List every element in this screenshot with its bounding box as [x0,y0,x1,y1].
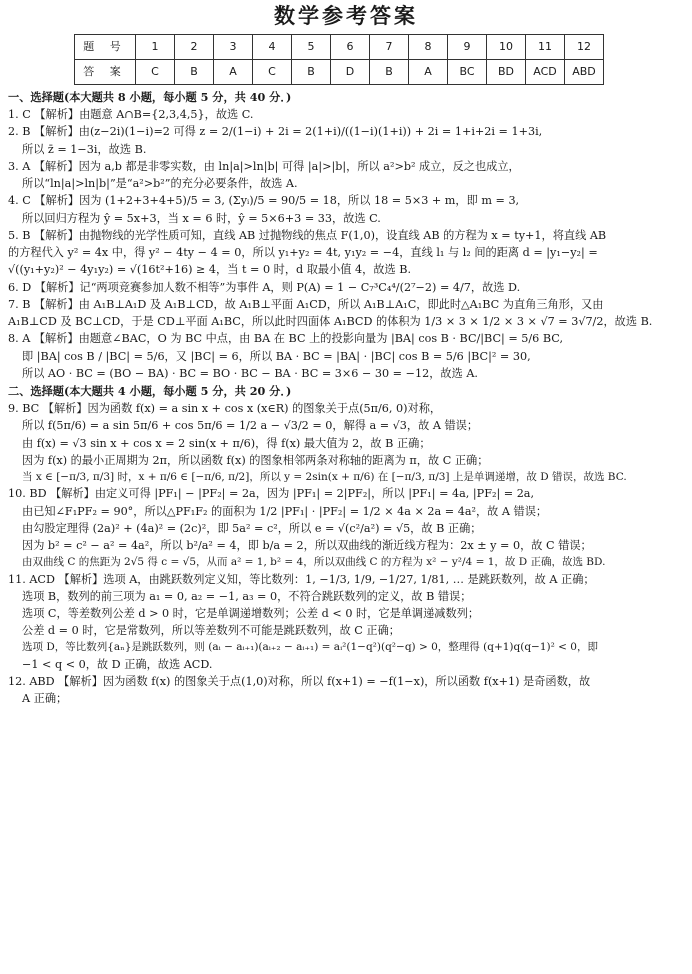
table-cell: B [175,60,214,85]
table-cell: BD [487,60,526,85]
table-cell: 9 [448,35,487,60]
answer-table [74,34,604,85]
table-cell: C [136,60,175,85]
solution-10: 10. BD 【解析】由定义可得 |PF₁| − |PF₂| = 2a，因为 |PF₁| = 2|PF₂|，所以 |PF₁| = 4a, |PF₂| = 2a, [8,487,535,501]
table-cell: 6 [331,35,370,60]
table-row-answers [75,60,604,85]
table-cell: BC [448,60,487,85]
solution-2: 2. B 【解析】由(z−2i)(1−i)=2 可得 z = 2/(1−i) + 2i = 2(1+i)/((1−i)(1+i)) + 2i = 1+i+2i = 1+3i, [8,125,543,139]
solution-12: 12. ABD 【解析】因为函数 f(x) 的图象关于点(1,0)对称，所以 f(x+1) = −f(1−x)，所以函数 f(x+1) 是奇函数，故 [8,674,591,688]
table-cell: 5 [292,35,331,60]
table-cell: 11 [526,35,565,60]
solution-10-cont2: 由勾股定理得 (2a)² + (4a)² = (2c)²，即 5a² = c²，所以 e = √(c²/a²) = √5，故 B 正确； [22,521,482,535]
row-label: 题 号 [75,35,136,60]
solution-10-cont3: 因为 b² = c² − a² = 4a²，所以 b²/a² = 4，即 b/a = 2，所以双曲线的渐近线方程为：2x ± y = 0，故 C 错误； [22,539,592,553]
solution-2-cont: 所以 z̄ = 1−3i，故选 B. [22,142,147,156]
page-title: 数学参考答案 [274,4,418,28]
solution-9-cont4: 当 x ∈ [−π/3, π/3] 时，x + π/6 ∈ [−π/6, π/2]，所以 y = 2sin(x + π/6) 在 [−π/3, π/3] 上是单调递增，故 D 错误，故选 BC. [22,471,627,484]
solution-5-cont2: √((y₁+y₂)² − 4y₁y₂) = √(16t²+16) ≥ 4，当 t = 0 时，d 取最小值 4，故选 B. [8,263,412,277]
table-cell: B [370,60,409,85]
solution-8: 8. A 【解析】由题意∠BAC，O 为 BC 中点，由 BA 在 BC 上的投影向量为 |BA| cos B · BC/|BC| = 5/6 BC, [8,332,564,346]
solution-3-cont: 所以“ln|a|>ln|b|”是“a²>b²”的充分必要条件，故选 A. [22,177,298,191]
solution-11-cont2: 选项 C，等差数列公差 d > 0 时，它是单调递增数列；公差 d < 0 时，它是单调递减数列； [22,607,480,620]
solution-11-cont: 选项 B，数列的前三项为 a₁ = 0, a₂ = −1, a₃ = 0，不符合跳跃数列的定义，故 B 错误； [22,589,472,603]
table-cell: ACD [526,60,565,85]
solution-11-cont3: 公差 d = 0 时，它是常数列，所以等差数列不可能是跳跃数列，故 C 正确； [22,624,400,638]
table-cell: D [331,60,370,85]
table-cell: 8 [409,35,448,60]
solution-11: 11. ACD 【解析】选项 A，由跳跃数列定义知，等比数列：1, −1/3, 1/9, −1/27, 1/81, … 是跳跃数列，故 A 正确； [8,572,595,586]
solution-8-cont: 即 |BA| cos B / |BC| = 5/6，又 |BC| = 6，所以 BA · BC = |BA| · |BC| cos B = 5/6 |BC|² = 30, [22,349,531,363]
solution-9-cont2: 由 f(x) = √3 sin x + cos x = 2 sin(x + π/6)，得 f(x) 最大值为 2，故 B 正确； [22,436,431,450]
table-row-numbers [75,35,604,60]
solution-4-cont: 所以回归方程为 ŷ = 5x+3，当 x = 6 时，ŷ = 5×6+3 = 33，故选 C. [22,211,381,225]
solution-6: 6. D 【解析】记“两项竞赛参加人数不相等”为事件 A，则 P(A) = 1 − C₇³C₄⁴/(2⁷−2) = 4/7，故选 D. [8,280,521,294]
solution-10-cont: 由已知∠F₁PF₂ = 90°，所以△PF₁F₂ 的面积为 1/2 |PF₁| · |PF₂| = 1/2 × 4a × 2a = 4a²，故 A 错误； [22,504,548,518]
solution-8-cont2: 所以 AO · BC = (BO − BA) · BC = BO · BC − BA · BC = 3×6 − 30 = −12，故选 A. [22,366,478,380]
table-cell: 7 [370,35,409,60]
solution-9: 9. BC 【解析】因为函数 f(x) = a sin x + cos x (x∈R) 的图象关于点(5π/6, 0)对称， [8,402,442,416]
solution-11-cont4: 选项 D，等比数列{aₙ}是跳跃数列，则 (aᵢ − aᵢ₊₁)(aᵢ₊₂ − aᵢ₊₁) = aᵢ²(1−q²)(q²−q) > 0，整理得 (q+1)q(q−1)² < 0，即 [22,641,598,654]
solution-5: 5. B 【解析】由抛物线的光学性质可知，直线 AB 过抛物线的焦点 F(1,0)，设直线 AB 的方程为 x = ty+1，将直线 AB [8,228,607,242]
table-cell: 1 [136,35,175,60]
solution-11-cont5: −1 < q < 0，故 D 正确，故选 ACD. [22,657,213,671]
solution-5-cont: 的方程代入 y² = 4x 中，得 y² − 4ty − 4 = 0，所以 y₁+y₂ = 4t, y₁y₂ = −4，直线 l₁ 与 l₂ 间的距离 d = |y₁−y₂| = [8,246,598,260]
table-cell: C [253,60,292,85]
row-label: 答 案 [75,60,136,85]
solution-7-cont: A₁B⊥CD 及 BC⊥CD，于是 CD⊥平面 A₁BC，所以此时四面体 A₁BCD 的体积为 1/3 × 3 × 1/2 × 3 × √7 = 3√7/2，故选 B. [8,315,653,329]
solution-9-cont3: 因为 f(x) 的最小正周期为 2π，所以函数 f(x) 的图象相邻两条对称轴的距离为 π，故 C 正确； [22,453,489,467]
section-heading-1: 一、选择题(本大题共 8 小题，每小题 5 分，共 40 分．) [8,90,292,104]
table-cell: 10 [487,35,526,60]
table-cell: 3 [214,35,253,60]
table-cell: 4 [253,35,292,60]
table-cell: A [214,60,253,85]
solution-10-cont4: 由双曲线 C 的焦距为 2√5 得 c = √5，从而 a² = 1, b² = 4，所以双曲线 C 的方程为 x² − y²/4 = 1，故 D 正确，故选 BD. [22,556,606,569]
section-heading-2: 二、选择题(本大题共 4 小题，每小题 5 分，共 20 分．) [8,383,292,398]
solution-1: 1. C 【解析】由题意 A∩B={2,3,4,5}，故选 C. [8,108,254,122]
table-cell: A [409,60,448,85]
table-cell: 12 [565,35,604,60]
solution-12-cont: A 正确； [22,692,68,706]
table-cell: 2 [175,35,214,60]
solution-7: 7. B 【解析】由 A₁B⊥A₁D 及 A₁B⊥CD，故 A₁B⊥平面 A₁CD，所以 A₁B⊥A₁C，即此时△A₁BC 为直角三角形，又由 [8,297,604,311]
table-cell: B [292,60,331,85]
solution-9-cont: 所以 f(5π/6) = a sin 5π/6 + cos 5π/6 = 1/2 a − √3/2 = 0，解得 a = √3，故 A 错误； [22,419,479,433]
solution-4: 4. C 【解析】因为 (1+2+3+4+5)/5 = 3, (Σyᵢ)/5 = 90/5 = 18，所以 18 = 5×3 + m，即 m = 3, [8,194,520,208]
table-cell: ABD [565,60,604,85]
solution-3: 3. A 【解析】因为 a,b 都是非零实数，由 ln|a|>ln|b| 可得 |a|>|b|，所以 a²>b² 成立，反之也成立， [8,159,520,173]
